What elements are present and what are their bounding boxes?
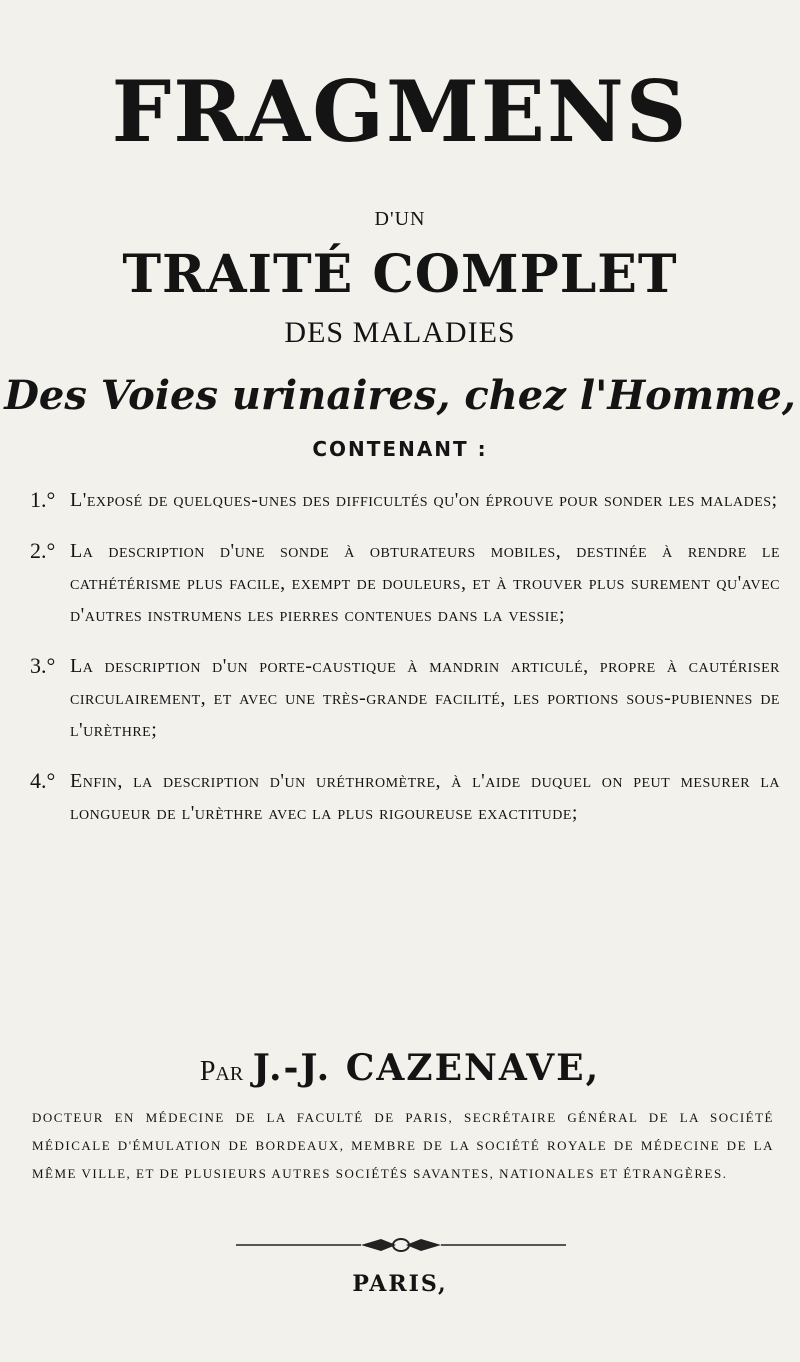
ornament-divider — [236, 1235, 566, 1255]
item-number: 4.° — [30, 768, 56, 793]
list-item — [30, 765, 780, 829]
contents-heading: CONTENANT : — [312, 437, 488, 461]
imprint-city: PARIS, — [352, 1271, 448, 1297]
item-number: 3.° — [30, 653, 56, 678]
main-title: FRAGMENS — [111, 62, 689, 161]
list-item — [30, 535, 780, 631]
author-name: J.-J. CAZENAVE, — [252, 1047, 601, 1089]
author-description: DOCTEUR EN MÉDECINE DE LA FACULTÉ DE PARIS, SECRÉTAIRE GÉNÉRAL DE LA SOCIÉTÉ MÉDICALE D'ÉMULATION DE BORDEAUX, MEMBRE DE LA SOCIÉTÉ ROYALE DE MÉDECINE DE LA MÊME VILLE, ET DE PLUSIEURS AUTRES SOCIÉTÉS SAVANTES, NATIONALES ET ÉTRANGÈRES. — [32, 1110, 774, 1181]
list-item — [30, 650, 780, 746]
item-number: 1.° — [30, 487, 56, 512]
item-number: 2.° — [30, 538, 56, 563]
title-article: D'UN — [374, 208, 426, 230]
item-text: L'exposé de quelques-unes des difficultés qu'on éprouve pour sonder les malades; — [70, 489, 778, 511]
list-item — [30, 484, 780, 516]
contents-list — [30, 484, 780, 848]
author-prefix: Par — [199, 1056, 244, 1087]
item-text: Enfin, la description d'un uréthromètre, à l'aide duquel on peut mesurer la longueur de l'urèthre avec la plus rigoureuse exactitude; — [70, 770, 780, 824]
item-text: La description d'un porte-caustique à mandrin articulé, propre à cautériser circulairement, et avec une très-grande facilité, les portions sous-pubiennes de l'urèthre; — [70, 655, 780, 741]
subject-line: DES MALADIES — [284, 316, 516, 349]
author-line — [0, 1046, 800, 1090]
treatise-title: TRAITÉ COMPLET — [122, 244, 678, 305]
item-text: La description d'une sonde à obturateurs mobiles, destinée à rendre le cathétérisme plus facile, exempt de douleurs, et à trouver plus surement qu'avec d'autres instrumens les pierres contenues dans la vessie; — [70, 540, 780, 626]
gothic-subtitle: Des Voies urinaires, chez l'Homme, — [4, 372, 796, 419]
